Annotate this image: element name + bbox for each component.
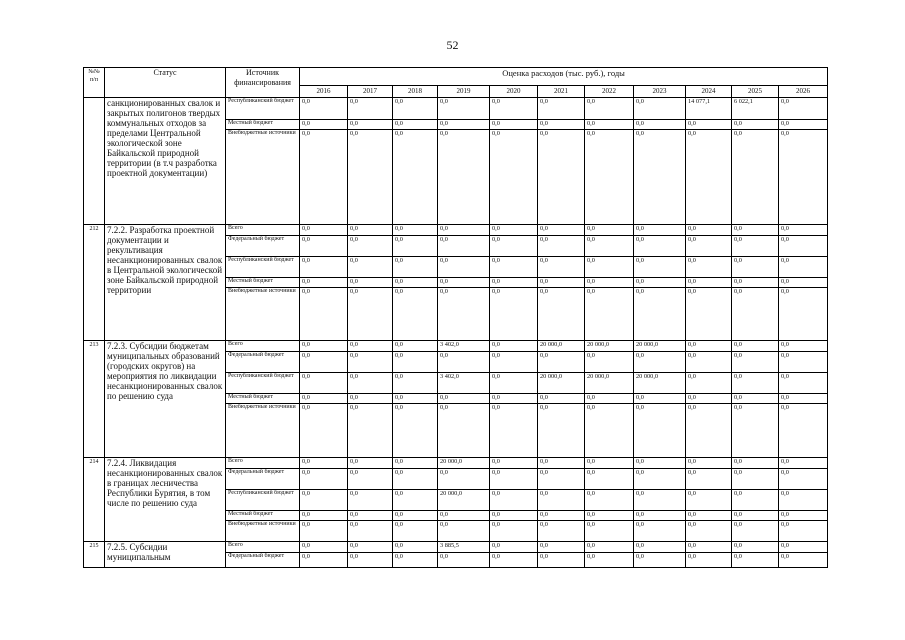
value-cell: 0,0 (538, 236, 585, 257)
value-cell: 0,0 (438, 288, 490, 341)
value-cell: 0,0 (300, 490, 348, 511)
value-cell: 0,0 (348, 458, 393, 469)
value-cell: 0,0 (393, 257, 438, 278)
value-cell: 0,0 (438, 352, 490, 373)
value-cell: 0,0 (490, 257, 538, 278)
value-cell: 0,0 (538, 225, 585, 236)
value-cell: 0,0 (779, 225, 828, 236)
value-cell: 0,0 (779, 521, 828, 542)
value-cell: 0,0 (490, 542, 538, 553)
value-cell: 0,0 (732, 278, 779, 288)
value-cell: 0,0 (300, 225, 348, 236)
value-cell: 0,0 (538, 404, 585, 458)
value-cell: 0,0 (686, 341, 732, 352)
value-cell: 0,0 (393, 458, 438, 469)
value-cell: 0,0 (634, 288, 686, 341)
value-cell: 0,0 (393, 404, 438, 458)
value-cell: 0,0 (300, 394, 348, 404)
value-cell: 0,0 (686, 469, 732, 490)
value-cell: 0,0 (393, 490, 438, 511)
value-cell: 0,0 (538, 278, 585, 288)
value-cell: 0,0 (393, 469, 438, 490)
value-cell: 0,0 (634, 225, 686, 236)
table-row (84, 225, 828, 236)
value-cell: 0,0 (438, 404, 490, 458)
value-cell: 0,0 (779, 404, 828, 458)
value-cell: 0,0 (538, 130, 585, 225)
value-cell: 0,0 (686, 225, 732, 236)
value-cell: 0,0 (779, 469, 828, 490)
value-cell: 0,0 (438, 225, 490, 236)
value-cell: 0,0 (686, 553, 732, 568)
year-header: 2016 (300, 86, 348, 98)
value-cell: 0,0 (538, 511, 585, 521)
value-cell: 0,0 (300, 130, 348, 225)
value-cell: 0,0 (634, 130, 686, 225)
value-cell: 0,0 (393, 341, 438, 352)
value-cell: 0,0 (686, 404, 732, 458)
value-cell: 0,0 (393, 521, 438, 542)
value-cell: 0,0 (686, 373, 732, 394)
source-cell: Республиканский бюджет (226, 257, 300, 278)
value-cell: 0,0 (732, 458, 779, 469)
value-cell: 0,0 (393, 120, 438, 130)
year-header: 2018 (393, 86, 438, 98)
value-cell: 0,0 (732, 225, 779, 236)
value-cell: 0,0 (686, 394, 732, 404)
value-cell: 0,0 (686, 278, 732, 288)
year-header: 2022 (585, 86, 634, 98)
value-cell: 0,0 (490, 511, 538, 521)
value-cell: 0,0 (490, 278, 538, 288)
source-cell: Федеральный бюджет (226, 553, 300, 568)
source-cell: Всего (226, 225, 300, 236)
value-cell: 0,0 (438, 130, 490, 225)
value-cell: 0,0 (538, 352, 585, 373)
value-cell: 0,0 (490, 120, 538, 130)
value-cell: 0,0 (634, 98, 686, 120)
value-cell: 0,0 (585, 236, 634, 257)
value-cell: 0,0 (585, 404, 634, 458)
value-cell: 0,0 (686, 352, 732, 373)
value-cell: 0,0 (779, 98, 828, 120)
value-cell: 0,0 (438, 511, 490, 521)
status-cell: 7.2.3. Субсидии бюджетам муниципальных образований (городских округов) на мероприятия по ликвидации несанкционированных свалок по решению суда (105, 341, 226, 458)
value-cell: 0,0 (490, 404, 538, 458)
row-number: 213 (84, 341, 105, 458)
table-row (84, 341, 828, 352)
source-cell: Всего (226, 341, 300, 352)
value-cell: 0,0 (348, 130, 393, 225)
value-cell: 0,0 (300, 120, 348, 130)
budget-table (83, 67, 828, 568)
table-body (84, 98, 828, 568)
value-cell: 0,0 (438, 278, 490, 288)
value-cell: 0,0 (585, 490, 634, 511)
value-cell: 0,0 (779, 373, 828, 394)
value-cell: 0,0 (490, 130, 538, 225)
value-cell: 0,0 (585, 394, 634, 404)
value-cell: 0,0 (490, 521, 538, 542)
year-header: 2019 (438, 86, 490, 98)
value-cell: 0,0 (438, 394, 490, 404)
value-cell: 0,0 (779, 257, 828, 278)
value-cell: 0,0 (438, 521, 490, 542)
value-cell: 0,0 (732, 469, 779, 490)
value-cell: 0,0 (634, 394, 686, 404)
value-cell: 0,0 (634, 511, 686, 521)
value-cell: 0,0 (538, 98, 585, 120)
value-cell: 0,0 (348, 352, 393, 373)
value-cell: 20 000,0 (634, 373, 686, 394)
value-cell: 0,0 (393, 373, 438, 394)
value-cell: 0,0 (732, 120, 779, 130)
value-cell: 0,0 (779, 120, 828, 130)
value-cell: 0,0 (779, 288, 828, 341)
status-cell: санкционированных свалок и закрытых полигонов твердых коммунальных отходов за пределами Центральной экологической зоне Байкальской природной территории (в т.ч разработка проектной документации) (105, 98, 226, 225)
table-row (84, 98, 828, 120)
value-cell: 20 000,0 (634, 341, 686, 352)
table-row (84, 458, 828, 469)
value-cell: 0,0 (686, 458, 732, 469)
value-cell: 0,0 (490, 394, 538, 404)
value-cell: 0,0 (585, 120, 634, 130)
value-cell: 0,0 (300, 278, 348, 288)
source-cell: Местный бюджет (226, 511, 300, 521)
source-cell: Всего (226, 458, 300, 469)
value-cell: 0,0 (300, 511, 348, 521)
source-cell: Республиканский бюджет (226, 373, 300, 394)
value-cell: 0,0 (490, 458, 538, 469)
value-cell: 0,0 (538, 257, 585, 278)
value-cell: 0,0 (393, 352, 438, 373)
value-cell: 0,0 (348, 521, 393, 542)
value-cell: 0,0 (393, 236, 438, 257)
value-cell: 0,0 (686, 257, 732, 278)
value-cell: 0,0 (634, 542, 686, 553)
value-cell: 0,0 (538, 120, 585, 130)
value-cell: 0,0 (585, 225, 634, 236)
source-cell: Республиканский бюджет (226, 490, 300, 511)
value-cell: 0,0 (732, 288, 779, 341)
value-cell: 0,0 (538, 542, 585, 553)
value-cell: 3 402,0 (438, 373, 490, 394)
value-cell: 20 000,0 (585, 373, 634, 394)
value-cell: 0,0 (585, 469, 634, 490)
value-cell: 0,0 (490, 341, 538, 352)
value-cell: 0,0 (300, 553, 348, 568)
header-status: Статус (105, 68, 226, 98)
value-cell: 0,0 (393, 288, 438, 341)
header-estimate: Оценка расходов (тыс. руб.), годы (300, 68, 828, 86)
value-cell: 0,0 (348, 490, 393, 511)
value-cell: 0,0 (732, 521, 779, 542)
value-cell: 0,0 (686, 521, 732, 542)
value-cell: 14 077,1 (686, 98, 732, 120)
value-cell: 0,0 (634, 469, 686, 490)
value-cell: 20 000,0 (438, 458, 490, 469)
row-number: 214 (84, 458, 105, 542)
value-cell: 0,0 (490, 98, 538, 120)
value-cell: 0,0 (732, 490, 779, 511)
source-cell: Всего (226, 542, 300, 553)
value-cell: 0,0 (538, 553, 585, 568)
value-cell: 0,0 (490, 352, 538, 373)
page-number: 52 (446, 38, 459, 52)
value-cell: 0,0 (490, 469, 538, 490)
value-cell: 0,0 (732, 404, 779, 458)
value-cell: 0,0 (348, 469, 393, 490)
year-header: 2024 (686, 86, 732, 98)
value-cell: 0,0 (300, 521, 348, 542)
value-cell: 0,0 (348, 394, 393, 404)
value-cell: 0,0 (585, 278, 634, 288)
year-header: 2025 (732, 86, 779, 98)
value-cell: 0,0 (732, 352, 779, 373)
value-cell: 0,0 (490, 225, 538, 236)
value-cell: 0,0 (538, 288, 585, 341)
value-cell: 0,0 (348, 98, 393, 120)
value-cell: 0,0 (634, 490, 686, 511)
row-number: 215 (84, 542, 105, 568)
value-cell: 0,0 (348, 257, 393, 278)
value-cell: 0,0 (300, 98, 348, 120)
value-cell: 0,0 (585, 98, 634, 120)
value-cell: 0,0 (732, 257, 779, 278)
value-cell: 0,0 (732, 341, 779, 352)
value-cell: 0,0 (300, 542, 348, 553)
value-cell: 20 000,0 (585, 341, 634, 352)
source-cell: Местный бюджет (226, 120, 300, 130)
value-cell: 0,0 (348, 373, 393, 394)
year-header: 2023 (634, 86, 686, 98)
value-cell: 0,0 (585, 130, 634, 225)
value-cell: 0,0 (779, 458, 828, 469)
value-cell: 0,0 (438, 553, 490, 568)
value-cell: 0,0 (686, 542, 732, 553)
value-cell: 0,0 (634, 553, 686, 568)
value-cell: 0,0 (490, 490, 538, 511)
value-cell: 0,0 (490, 553, 538, 568)
value-cell: 0,0 (779, 130, 828, 225)
value-cell: 0,0 (438, 236, 490, 257)
year-header: 2026 (779, 86, 828, 98)
source-cell: Местный бюджет (226, 278, 300, 288)
value-cell: 0,0 (490, 236, 538, 257)
status-cell: 7.2.4. Ликвидация несанкционированных свалок в границах лесничества Республики Бурятия, в том числе по решению суда (105, 458, 226, 542)
source-cell: Федеральный бюджет (226, 352, 300, 373)
value-cell: 0,0 (393, 98, 438, 120)
value-cell: 3 885,5 (438, 542, 490, 553)
value-cell: 0,0 (490, 373, 538, 394)
value-cell: 0,0 (686, 236, 732, 257)
value-cell: 0,0 (300, 352, 348, 373)
value-cell: 0,0 (393, 278, 438, 288)
value-cell: 0,0 (732, 394, 779, 404)
value-cell: 0,0 (300, 404, 348, 458)
source-cell: Федеральный бюджет (226, 236, 300, 257)
value-cell: 0,0 (634, 404, 686, 458)
value-cell: 20 000,0 (438, 490, 490, 511)
value-cell: 0,0 (348, 225, 393, 236)
value-cell: 0,0 (348, 278, 393, 288)
value-cell: 0,0 (393, 225, 438, 236)
source-cell: Внебюджетные источники (226, 288, 300, 341)
source-cell: Республиканский бюджет (226, 98, 300, 120)
source-cell: Внебюджетные источники (226, 404, 300, 458)
value-cell: 0,0 (732, 130, 779, 225)
value-cell: 0,0 (634, 257, 686, 278)
value-cell: 20 000,0 (538, 341, 585, 352)
value-cell: 0,0 (732, 542, 779, 553)
value-cell: 0,0 (538, 394, 585, 404)
value-cell: 0,0 (348, 236, 393, 257)
value-cell: 0,0 (300, 373, 348, 394)
value-cell: 0,0 (585, 458, 634, 469)
value-cell: 0,0 (300, 288, 348, 341)
year-header: 2020 (490, 86, 538, 98)
value-cell: 0,0 (348, 341, 393, 352)
value-cell: 0,0 (348, 404, 393, 458)
value-cell: 0,0 (634, 120, 686, 130)
value-cell: 0,0 (348, 511, 393, 521)
value-cell: 0,0 (393, 394, 438, 404)
value-cell: 0,0 (300, 341, 348, 352)
value-cell: 0,0 (585, 257, 634, 278)
value-cell: 0,0 (538, 490, 585, 511)
value-cell: 0,0 (300, 236, 348, 257)
row-number (84, 98, 105, 225)
value-cell: 0,0 (634, 278, 686, 288)
status-cell: 7.2.2. Разработка проектной документации и рекультивация несанкционированных свалок в Центральной экологической зоне Байкальской природной территории (105, 225, 226, 341)
status-cell: 7.2.5. Субсидии муниципальным (105, 542, 226, 568)
table-row (84, 542, 828, 553)
value-cell: 0,0 (634, 458, 686, 469)
value-cell: 0,0 (348, 288, 393, 341)
value-cell: 0,0 (438, 257, 490, 278)
value-cell: 0,0 (779, 236, 828, 257)
value-cell: 0,0 (348, 542, 393, 553)
value-cell: 0,0 (348, 553, 393, 568)
value-cell: 0,0 (585, 521, 634, 542)
value-cell: 0,0 (779, 278, 828, 288)
value-cell: 0,0 (490, 288, 538, 341)
value-cell: 0,0 (634, 352, 686, 373)
value-cell: 0,0 (585, 542, 634, 553)
source-cell: Внебюджетные источники (226, 130, 300, 225)
value-cell: 0,0 (393, 553, 438, 568)
value-cell: 0,0 (686, 130, 732, 225)
value-cell: 0,0 (393, 511, 438, 521)
source-cell: Местный бюджет (226, 394, 300, 404)
row-number: 212 (84, 225, 105, 341)
value-cell: 0,0 (438, 469, 490, 490)
header-source: Источник финансирования (226, 68, 300, 98)
value-cell: 0,0 (300, 458, 348, 469)
year-header: 2017 (348, 86, 393, 98)
value-cell: 0,0 (634, 236, 686, 257)
value-cell: 0,0 (585, 511, 634, 521)
value-cell: 0,0 (585, 553, 634, 568)
value-cell: 0,0 (393, 130, 438, 225)
value-cell: 0,0 (538, 458, 585, 469)
value-cell: 0,0 (538, 469, 585, 490)
value-cell: 0,0 (779, 352, 828, 373)
value-cell: 0,0 (438, 98, 490, 120)
value-cell: 0,0 (686, 490, 732, 511)
value-cell: 0,0 (348, 120, 393, 130)
value-cell: 0,0 (779, 341, 828, 352)
header-num: №№ п/п (84, 68, 105, 98)
value-cell: 0,0 (732, 511, 779, 521)
value-cell: 0,0 (732, 553, 779, 568)
value-cell: 3 402,0 (438, 341, 490, 352)
value-cell: 0,0 (300, 469, 348, 490)
value-cell: 0,0 (732, 373, 779, 394)
value-cell: 0,0 (585, 352, 634, 373)
value-cell: 0,0 (686, 288, 732, 341)
value-cell: 0,0 (779, 490, 828, 511)
value-cell: 0,0 (779, 553, 828, 568)
value-cell: 0,0 (686, 120, 732, 130)
value-cell: 6 022,1 (732, 98, 779, 120)
value-cell: 0,0 (393, 542, 438, 553)
value-cell: 0,0 (732, 236, 779, 257)
year-header: 2021 (538, 86, 585, 98)
header-row (84, 68, 828, 86)
value-cell: 0,0 (585, 288, 634, 341)
value-cell: 0,0 (438, 120, 490, 130)
value-cell: 0,0 (634, 521, 686, 542)
value-cell: 0,0 (300, 257, 348, 278)
value-cell: 0,0 (779, 511, 828, 521)
value-cell: 0,0 (686, 511, 732, 521)
value-cell: 0,0 (538, 521, 585, 542)
value-cell: 20 000,0 (538, 373, 585, 394)
value-cell: 0,0 (779, 542, 828, 553)
value-cell: 0,0 (779, 394, 828, 404)
source-cell: Федеральный бюджет (226, 469, 300, 490)
source-cell: Внебюджетные источники (226, 521, 300, 542)
